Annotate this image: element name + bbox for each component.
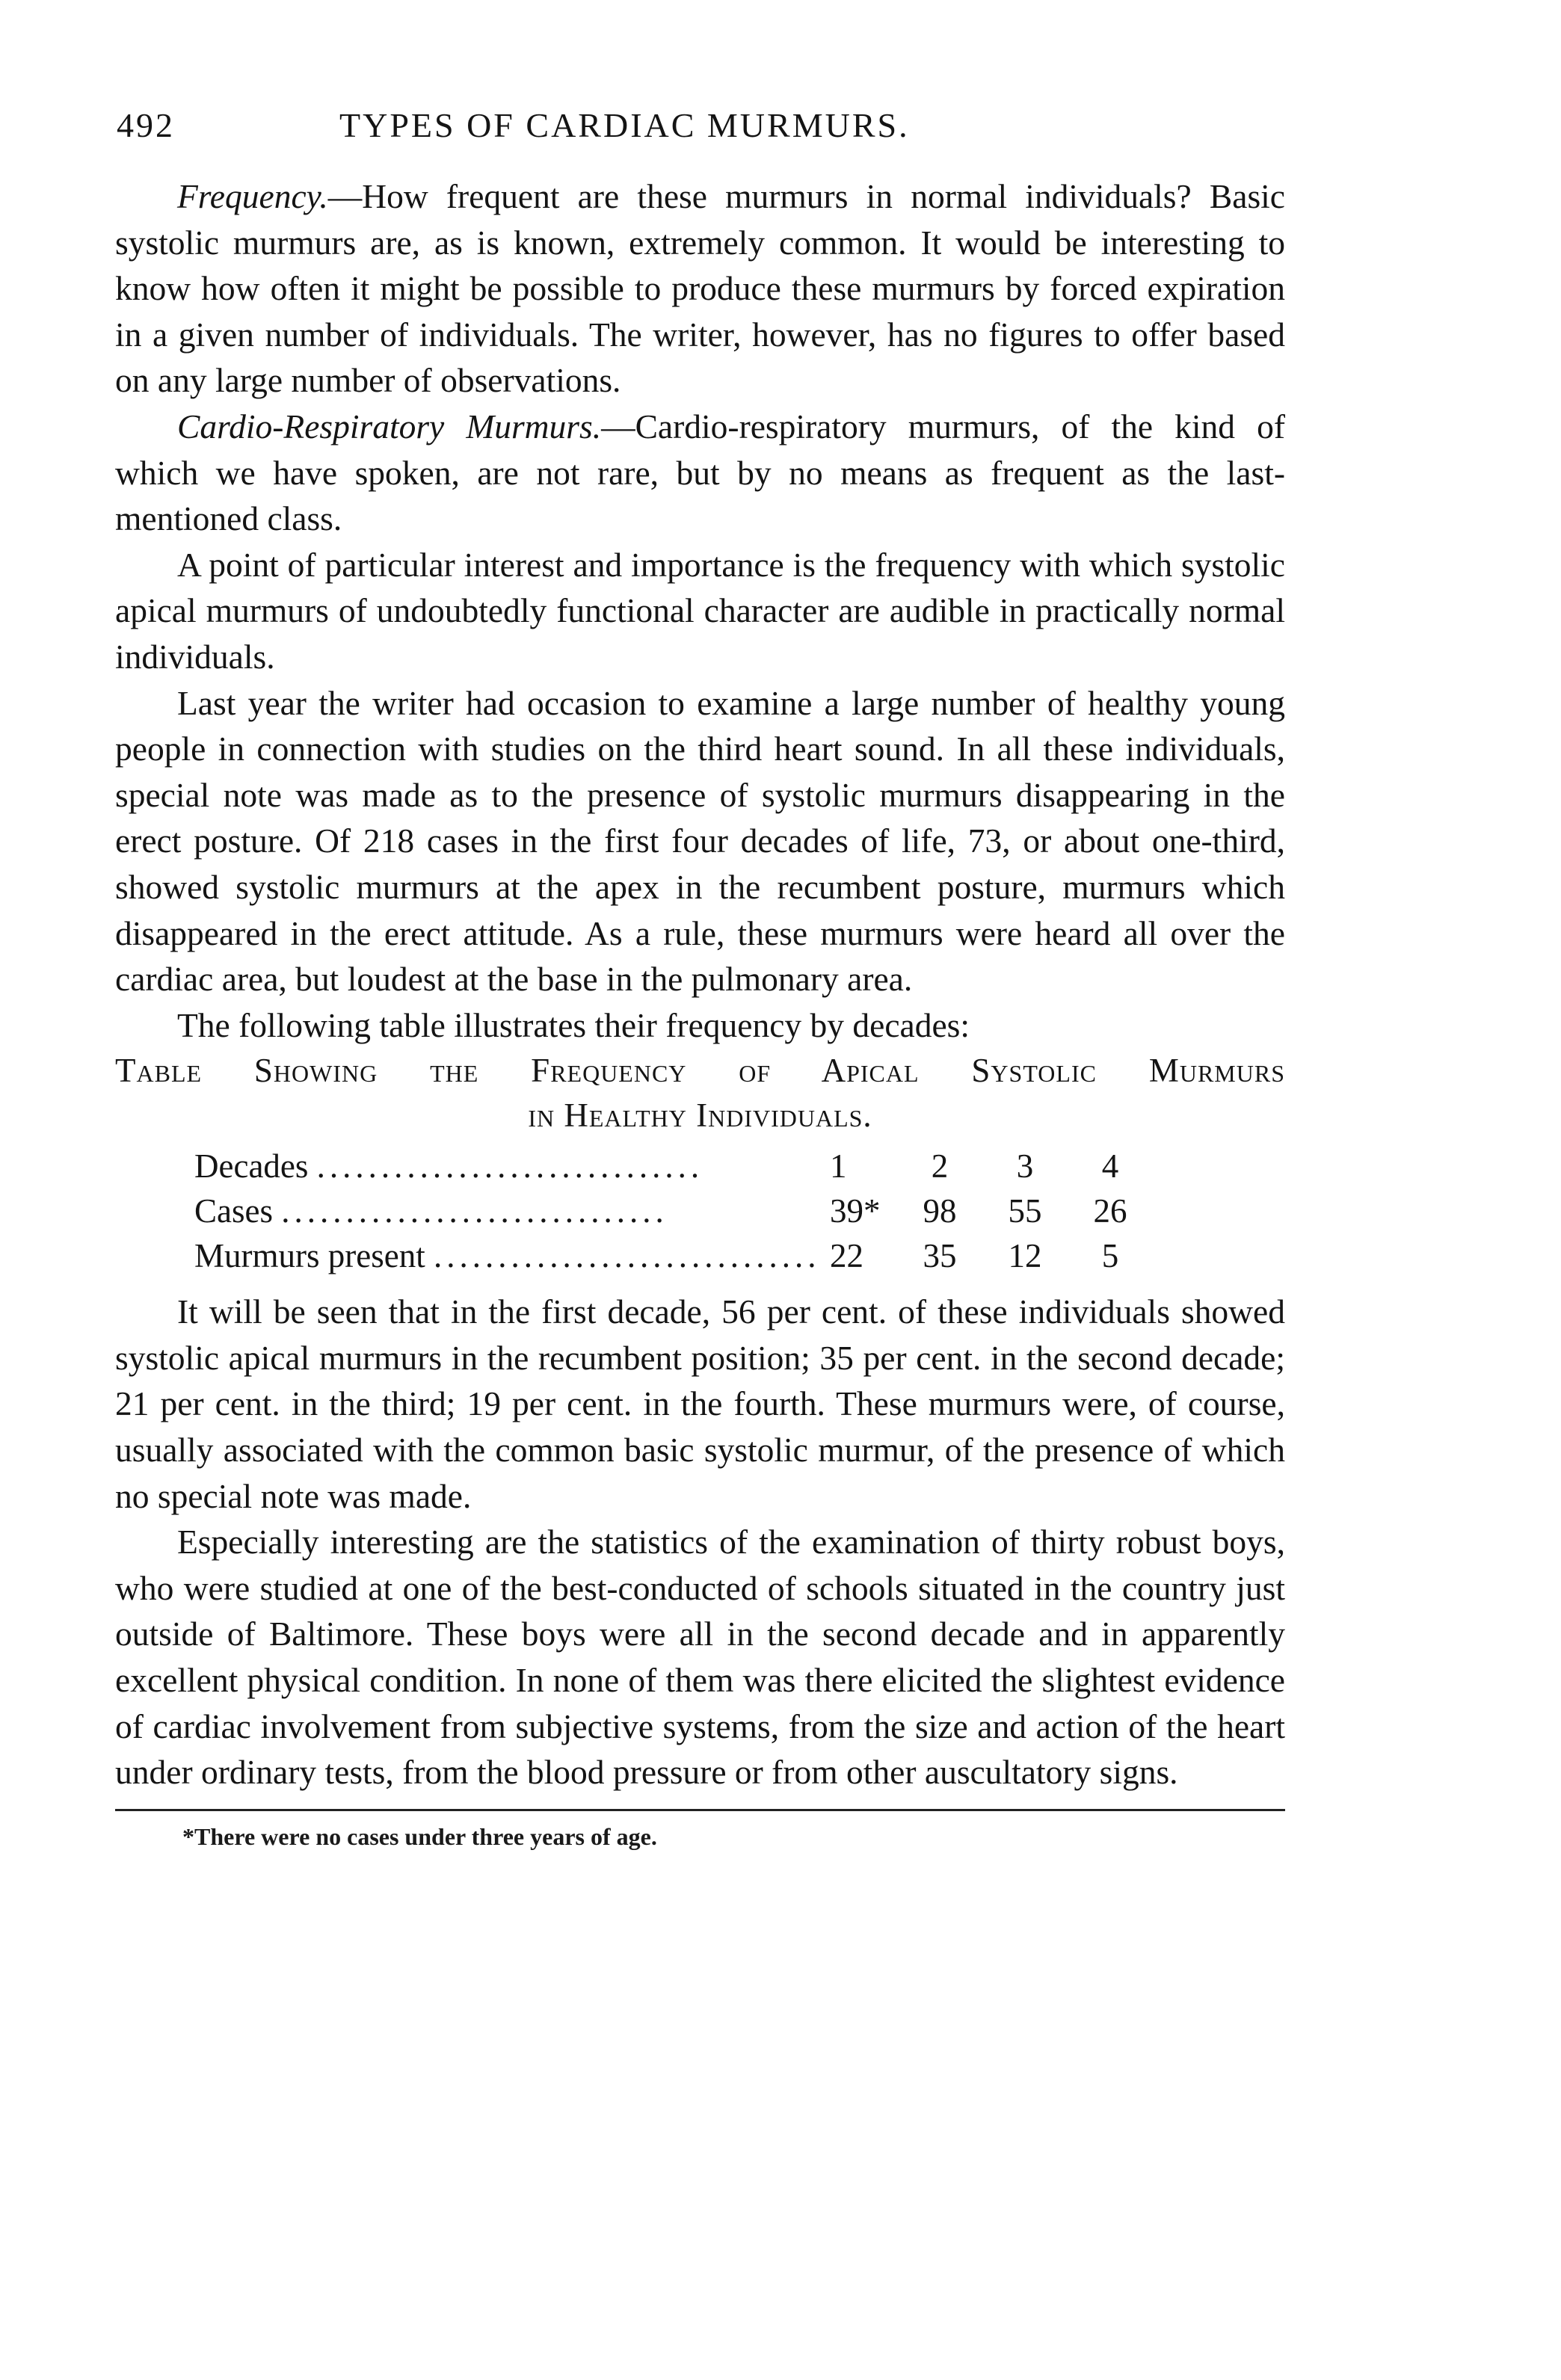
table-cell: 5	[1101, 1237, 1119, 1275]
paragraph-first-decade	[115, 1289, 1285, 1519]
table-cell: 22	[830, 1237, 863, 1275]
table-row	[194, 1233, 1153, 1278]
paragraph-frequency	[115, 173, 1285, 404]
body-text	[115, 173, 1285, 1795]
paragraph-last-year	[115, 680, 1285, 1002]
footnote: *There were no cases under three years of age.	[182, 1822, 657, 1850]
table-cell: 26	[1093, 1192, 1127, 1230]
dot-leader: ..............................	[433, 1237, 821, 1275]
paragraph-table-intro	[115, 1002, 1285, 1049]
table-cell: 98	[923, 1192, 957, 1230]
table-cell: 55	[1008, 1192, 1042, 1230]
running-title: TYPES OF CARDIAC MURMURS.	[339, 106, 910, 144]
paragraph-text: A point of particular interest and importance is the frequency with which systolic apical murmurs of undoubtedly functional character are audible in practically normal individuals.	[115, 545, 1285, 676]
paragraph-point-of-interest	[115, 542, 1285, 680]
running-head	[115, 96, 1285, 155]
page-number: 492	[117, 106, 175, 144]
frequency-table	[194, 1144, 1153, 1278]
row-label-cell	[194, 1189, 830, 1233]
table-cell: 12	[1008, 1237, 1042, 1275]
paragraph-lead: Cardio-Respiratory Murmurs.	[177, 407, 602, 446]
table-cell: 2	[931, 1147, 949, 1186]
dot-leader: ..............................	[281, 1192, 668, 1230]
paragraph-text: Last year the writer had occasion to examine a large number of healthy young people in connection with studies on the third heart sound. In all these individuals, special note was made as to the presence of systolic murmurs disappearing in the erect posture. Of 218 cases in the first four decades of life, 73, or about one-third, showed systolic murmurs at the apex in the recumbent posture, murmurs which disappeared in the erect attitude. As a rule, these murmurs were heard all over the cardiac area, but loudest at the base in the pulmonary area.	[115, 683, 1285, 999]
table-row	[194, 1144, 1153, 1189]
row-label-cell	[194, 1233, 830, 1278]
table-cell: 39*	[830, 1192, 881, 1230]
table-cell: 3	[1016, 1147, 1034, 1186]
paragraph-lead: Frequency.	[177, 177, 328, 215]
table-row	[194, 1189, 1153, 1233]
paragraph-robust-boys	[115, 1519, 1285, 1795]
paragraph-text: Especially interesting are the statistics of the examination of thirty robust boys, who were studied at one of the best-conducted of schools situated in the country just outside of Baltimore. These boys were all in the second decade and in apparently excellent physical condition. In none of them was there elicited the slightest evidence of cardiac involvement from subjective systems, from the size and action of the heart under ordinary tests, from the blood pressure or from other auscultatory signs.	[115, 1523, 1285, 1792]
row-label: Murmurs present	[194, 1237, 425, 1275]
table-cell: 1	[830, 1147, 847, 1186]
paragraph-text: —How frequent are these murmurs in normal individuals? Basic systolic murmurs are, as is known, extremely common. It would be interesting to know how often it might be possible to produce these murmurs by forced expiration in a given number of individuals. The writer, however, has no figures to offer based on any large number of observations.	[115, 177, 1285, 400]
paragraph-text: The following table illustrates their frequency by decades:	[177, 1005, 970, 1044]
table-title: Table Showing the Frequency of Apical Systolic Murmurs	[115, 1052, 1285, 1090]
table-subtitle: in Healthy Individuals.	[528, 1097, 872, 1135]
paragraph-text: It will be seen that in the first decade, 56 per cent. of these individuals showed systolic apical murmurs in the recumbent position; 35 per cent. in the second decade; 21 per cent. in the third; 19 per cent. in the fourth. These murmurs were, of course, usually associated with the common basic systolic murmur, of the presence of which no special note was made.	[115, 1292, 1285, 1515]
row-label: Decades	[194, 1147, 309, 1186]
table-cell: 4	[1101, 1147, 1119, 1186]
row-label-cell	[194, 1144, 830, 1189]
paragraph-text: —Cardio-respiratory murmurs, of the kind of which we have spoken, are not rare, but by no means as frequent as the last-mentioned class.	[115, 407, 1285, 538]
table-cell: 35	[923, 1237, 957, 1275]
book-page	[115, 96, 1285, 1853]
dot-leader: ..............................	[316, 1147, 704, 1186]
footnote-rule	[115, 1809, 1285, 1811]
row-label: Cases	[194, 1192, 273, 1230]
paragraph-cardio-respiratory	[115, 404, 1285, 542]
